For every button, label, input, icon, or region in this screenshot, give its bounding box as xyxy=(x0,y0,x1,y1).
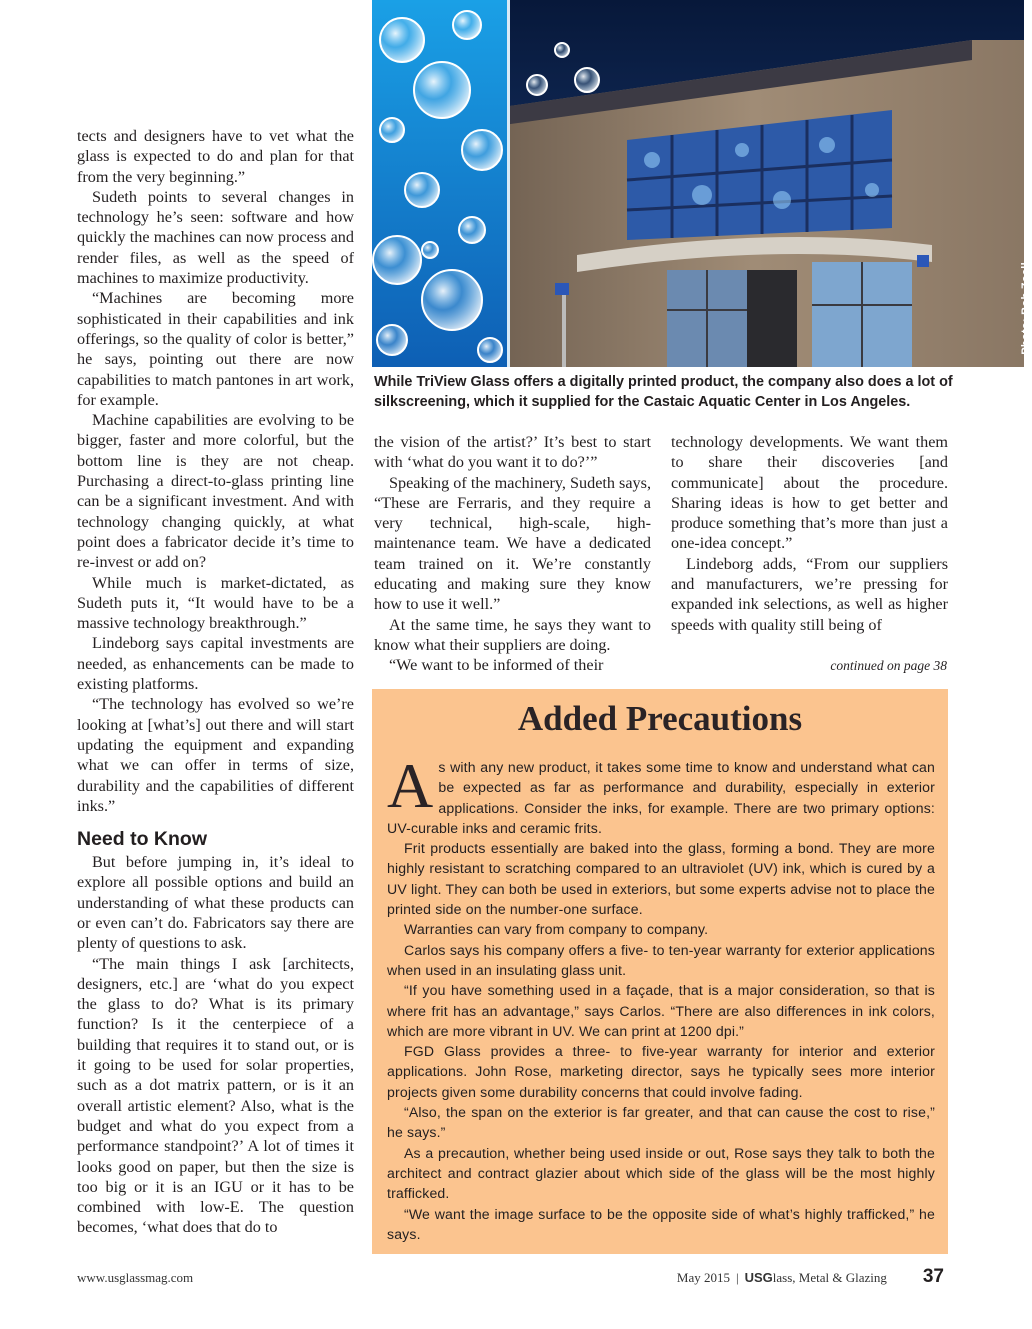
paragraph: “We want to be informed of their xyxy=(389,656,604,675)
section-subhead: Need to Know xyxy=(77,828,207,851)
paragraph: technology developments. We want them to share their discoveries [and communicate] about the procedure. Sharing ideas is how to get better and produce something that’s more than just a one-idea concept.” xyxy=(671,433,948,553)
paragraph: “The technology has evolved so we’re looking at [what’s] out there and will start updating the equipment and expanding what we can offer in terms of size, durability and the capabilities of different inks.” xyxy=(77,695,354,815)
paragraph: Lindeborg says capital investments are needed, as enhancements can be made to existing platforms. xyxy=(77,634,354,694)
paragraph: “Machines are becoming more sophisticated in their capabilities and ink offerings, so the quality of color is better,” he says, pointing out there are now capabilities to match pantones in art work, for example. xyxy=(77,289,354,409)
magazine-name xyxy=(745,1270,887,1286)
sidebar-paragraph: “We want the image surface to be the opposite side of what’s highly trafficked,” he says. xyxy=(387,1205,935,1242)
sidebar-paragraph: “If you have something used in a façade, that is a major consideration, so that is where frit has an advantage,” says Carlos. “There are also differences in ink colors, which are more vibrant in UV. We can print at 1200 dpi.” xyxy=(387,982,935,1039)
sidebar-paragraph-text: s with any new product, it takes some time to know and understand what can be expected as far as performance and durability, especially in exterior applications. Consider the inks, for example. There are two primary options: UV-curable inks and ceramic frits. xyxy=(387,759,935,836)
magazine-name-bold: USG xyxy=(744,1270,773,1285)
article-column-1 xyxy=(77,126,354,1238)
sidebar-paragraph: Carlos says his company offers a five- to ten-year warranty for exterior applications when used in an insulating glass unit. xyxy=(387,941,935,978)
sidebar-title: Added Precautions xyxy=(517,699,803,738)
article-column-2 xyxy=(374,432,651,676)
paragraph: But before jumping in, it’s ideal to explore all possible options and build an understanding of what these products can or even can’t do. Fabricators say there are plenty of questions to ask. xyxy=(77,853,354,953)
added-precautions-sidebar xyxy=(372,689,948,1254)
paragraph: At the same time, he says they want to know what their suppliers are doing. xyxy=(374,615,651,654)
paragraph: the vision of the artist?’ It’s best to start with ‘what do you want it to do?’” xyxy=(374,433,651,472)
footer-folio xyxy=(677,1266,944,1288)
footer-separator: | xyxy=(735,1270,739,1285)
magazine-name-rest: lass, Metal & Glazing xyxy=(772,1270,887,1285)
article-column-3 xyxy=(671,432,948,635)
continued-note: continued on page 38 xyxy=(830,658,947,673)
paragraph: tects and designers have to vet what the glass is expected to do and plan for that from the very beginning.” xyxy=(77,127,354,186)
paragraph: Speaking of the machinery, Sudeth says, “These are Ferraris, and they require a very technical, high-scale, high-maintenance team. We have a dedicated team trained on it. We’re constantly educating and making sure they know how to use it well.” xyxy=(374,473,651,614)
sidebar-paragraph: “Also, the span on the exterior is far greater, and that can cause the cost to rise,” he says.” xyxy=(387,1104,935,1141)
paragraph: While much is market-dictated, as Sudeth puts it, “It would have to be a massive technology breakthrough.” xyxy=(77,573,354,633)
paragraph: Machine capabilities are evolving to be bigger, faster and more colorful, but the bottom line is they are not cheap. Purchasing a direct-to-glass printing line can be a significant investment. And with technology changing quickly, at what point does a fabricator decide it’s time to re-invest or add on? xyxy=(77,411,354,572)
paragraph: “The main things I ask [architects, designers, etc.] are ‘what do you expect the glass to do? What is its primary function? Is it the centerpiece of a building that requires it to stand out, or is it going to be used for solar properties, such as a dot matrix pattern, or is it an overall artistic element? Also, what is the budget and what do you expect from a performance standpoint?’ A lot of times it looks good on paper, but then the size is too big or it is an IGU or it has to be combined with low-E. The question becomes, ‘what does that do to xyxy=(77,954,354,1237)
sidebar-paragraph: FGD Glass provides a three- to five-year warranty for interior and exterior applications. John Rose, marketing director, says he typically sees more interior projects given some durability concerns that could involve fading. xyxy=(387,1043,935,1100)
sidebar-paragraph: As a precaution, whether being used inside or out, Rose says they talk to both the architect and contract glazier about which side of the glass will be the most highly trafficked. xyxy=(387,1144,935,1202)
issue-date: May 2015 xyxy=(676,1270,730,1285)
footer-url[interactable]: www.usglassmag.com xyxy=(77,1270,194,1285)
page-number: 37 xyxy=(922,1266,944,1287)
photo-credit: Photo: Bob Zoell xyxy=(1020,262,1032,355)
aquatic-center-illustration xyxy=(372,0,1024,367)
paragraph: Sudeth points to several changes in technology he’s seen: software and how quickly the machines can now process and render files, as well as the speed of machines to maximize productivity. xyxy=(77,187,354,288)
drop-cap: A xyxy=(387,750,434,821)
sidebar-paragraph xyxy=(387,750,935,838)
photo-caption: While TriView Glass offers a digitally printed product, the company also does a lot of silkscreening, which it supplied for the Castaic Aquatic Center in Los Angeles. xyxy=(374,374,953,410)
sidebar-paragraph: Warranties can vary from company to company. xyxy=(404,921,709,938)
sidebar-body xyxy=(387,750,935,1244)
paragraph: Lindeborg adds, “From our suppliers and manufacturers, we’re pressing for expanded ink selections, as well as higher speeds with quality still being of xyxy=(671,554,948,634)
sidebar-paragraph: Frit products essentially are baked into the glass, forming a bond. They are more highly resistant to scratching compared to an ultraviolet (UV) ink, which is cured by a UV light. They can both be used in exteriors, but some experts advise not to place the printed side on the number-one surface. xyxy=(387,840,935,918)
aquatic-center-photo xyxy=(372,0,1032,367)
